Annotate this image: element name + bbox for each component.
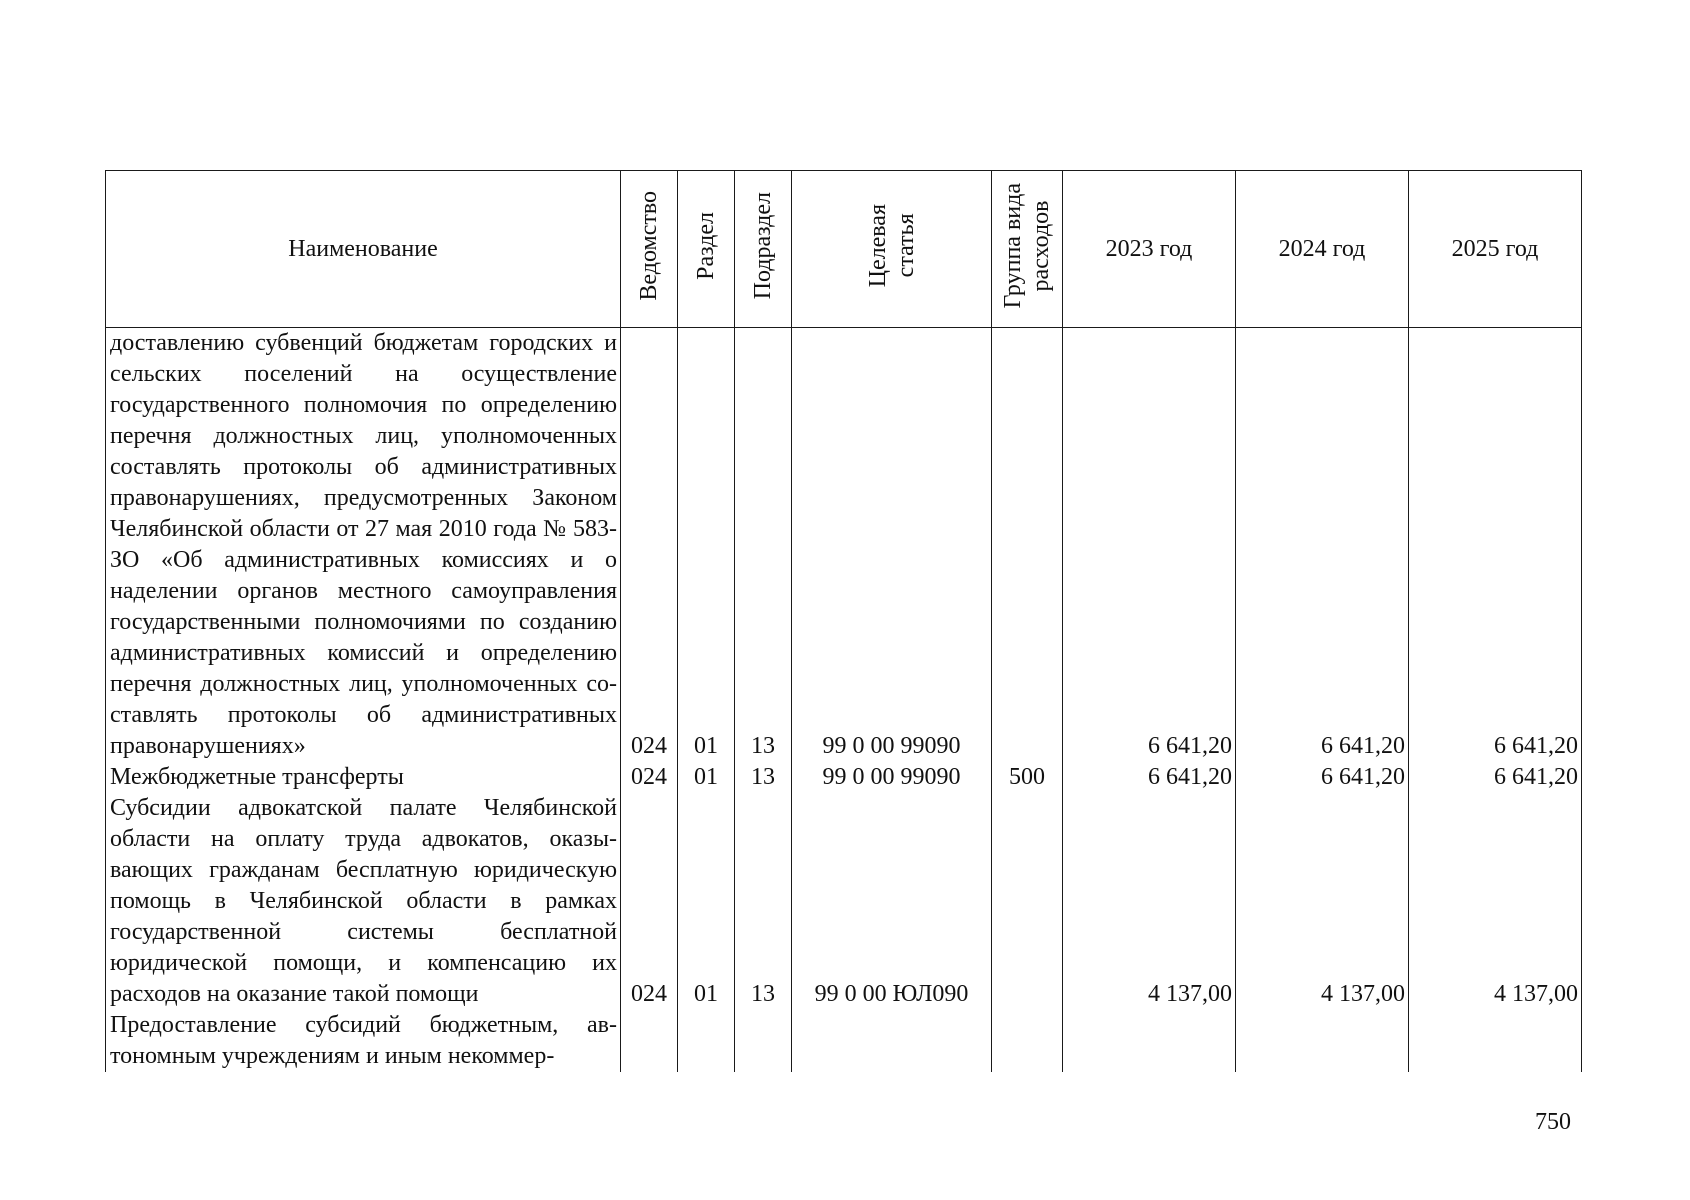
row-podrazdel — [735, 1010, 792, 1072]
row-name: доставлению субвенций бюджетам городских и сельских поселений на осуществление государственного полномочия по определению перечня должностных лиц, уполномоченных составлять протоколы об административных правонарушениях, предусмотренных Законом Челябинской области от 27 мая 2010 года № 583-ЗО «Об административных комиссиях и о наделении органов местного самоуправления государственными полномочиями по созданию административных комиссий и определению перечня должностных лиц, уполномоченных составлять протоколы об административных правонарушениях» — [106, 328, 621, 763]
row-vedomstvo — [621, 1010, 678, 1072]
row-name: Предоставление субсидий бюджетным, автономным учреждениям и иным некоммер- — [106, 1010, 621, 1072]
row-gruppa-vida — [992, 328, 1063, 763]
header-year-2025: 2025 год — [1409, 171, 1582, 328]
header-gruppa-vida-rashodov: Группа вида расходов — [992, 171, 1063, 328]
row-podrazdel: 13 — [735, 762, 792, 793]
row-vedomstvo: 024 — [621, 762, 678, 793]
table-row — [106, 793, 1582, 1010]
table-row — [106, 1010, 1582, 1072]
row-amount-2025: 6 641,20 — [1409, 762, 1582, 793]
row-razdel: 01 — [678, 793, 735, 1010]
table-body — [106, 328, 1582, 1073]
header-podrazdel: Подраздел — [735, 171, 792, 328]
row-gruppa-vida — [992, 1010, 1063, 1072]
row-amount-2024: 6 641,20 — [1236, 328, 1409, 763]
table-header — [106, 171, 1582, 328]
row-celevaya-statya: 99 0 00 99090 — [792, 328, 992, 763]
row-amount-2025: 4 137,00 — [1409, 793, 1582, 1010]
table-row — [106, 328, 1582, 763]
row-vedomstvo: 024 — [621, 328, 678, 763]
header-name: Наименование — [106, 171, 621, 328]
row-celevaya-statya — [792, 1010, 992, 1072]
row-name: Субсидии адвокатской палате Челябинской области на оплату труда адвокатов, оказывающих гражданам бесплатную юридическую помощь в Челябинской области в рамках государственной системы бесплатной юридической помощи, и компенсацию их расходов на оказание такой помощи — [106, 793, 621, 1010]
header-year-2024: 2024 год — [1236, 171, 1409, 328]
table-row — [106, 762, 1582, 793]
row-amount-2024 — [1236, 1010, 1409, 1072]
header-razdel: Раздел — [678, 171, 735, 328]
row-podrazdel: 13 — [735, 793, 792, 1010]
row-gruppa-vida — [992, 793, 1063, 1010]
page-number: 750 — [1535, 1109, 1571, 1135]
header-celevaya-statya: Целевая статья — [792, 171, 992, 328]
row-vedomstvo: 024 — [621, 793, 678, 1010]
row-name: Межбюджетные трансферты — [106, 762, 621, 793]
budget-table — [105, 170, 1582, 1072]
row-amount-2024: 6 641,20 — [1236, 762, 1409, 793]
row-razdel — [678, 1010, 735, 1072]
row-amount-2025 — [1409, 1010, 1582, 1072]
row-amount-2023 — [1063, 1010, 1236, 1072]
row-gruppa-vida: 500 — [992, 762, 1063, 793]
row-celevaya-statya: 99 0 00 99090 — [792, 762, 992, 793]
row-podrazdel: 13 — [735, 328, 792, 763]
header-vedomstvo: Ведомство — [621, 171, 678, 328]
row-amount-2023: 6 641,20 — [1063, 762, 1236, 793]
row-razdel: 01 — [678, 328, 735, 763]
row-razdel: 01 — [678, 762, 735, 793]
row-amount-2025: 6 641,20 — [1409, 328, 1582, 763]
row-amount-2023: 6 641,20 — [1063, 328, 1236, 763]
row-amount-2023: 4 137,00 — [1063, 793, 1236, 1010]
header-year-2023: 2023 год — [1063, 171, 1236, 328]
row-celevaya-statya: 99 0 00 ЮЛ090 — [792, 793, 992, 1010]
row-amount-2024: 4 137,00 — [1236, 793, 1409, 1010]
